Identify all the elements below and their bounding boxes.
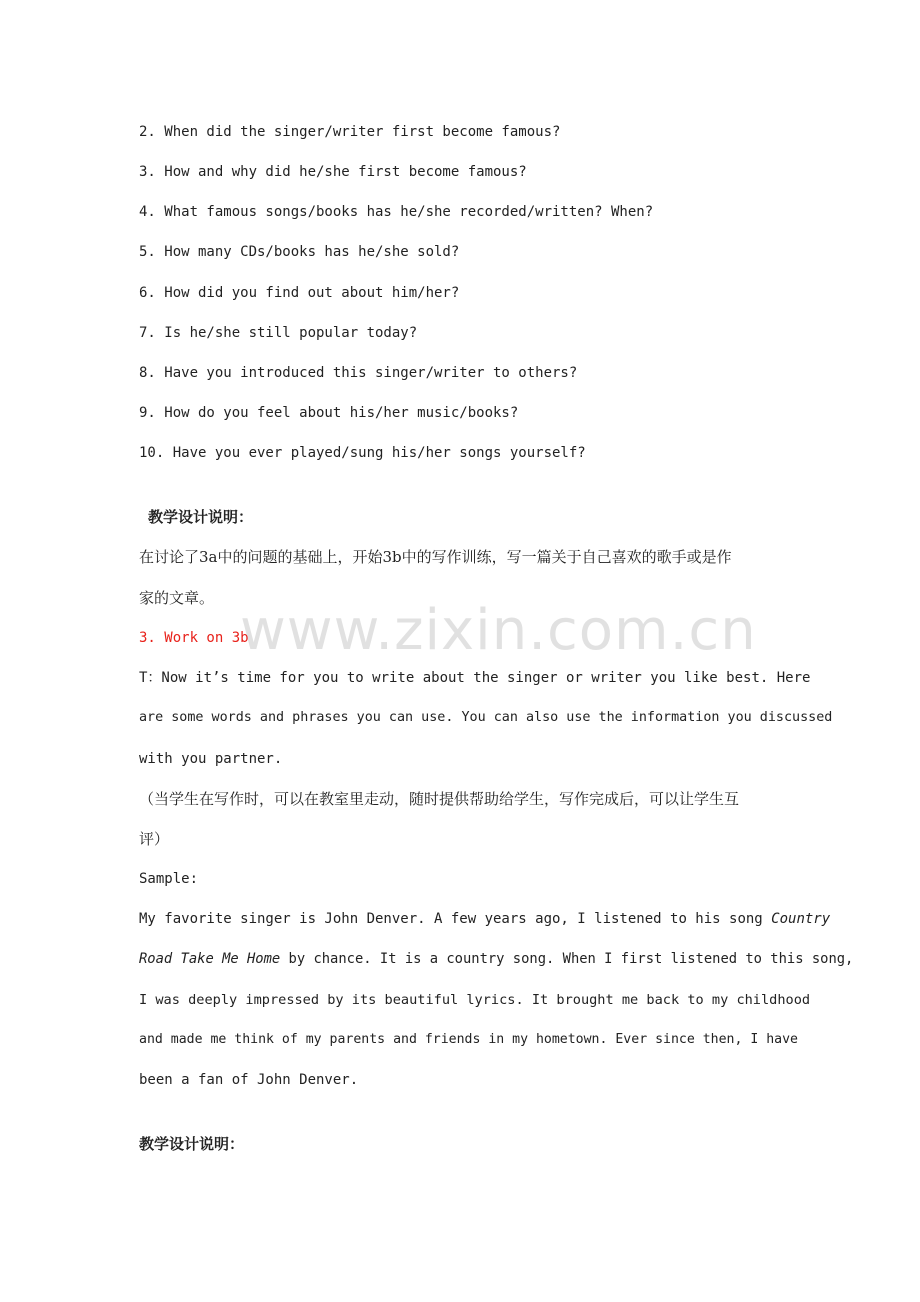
question-item: 8. Have you introduced this singer/writer to others? bbox=[139, 365, 578, 381]
sample-text: by chance. It is a country song. When I first listened to this song, bbox=[280, 951, 854, 967]
teacher-text: are some words and phrases you can use. You can also use the information you discussed bbox=[139, 710, 833, 725]
sample-line bbox=[139, 909, 830, 929]
teacher-text: T：Now it’s time for you to write about the singer or writer you like best. Here bbox=[139, 670, 811, 686]
question-item: 7. Is he/she still popular today? bbox=[139, 325, 418, 341]
watermark: www.zixin.com.cn bbox=[240, 598, 757, 663]
question-item: 6. How did you find out about him/her? bbox=[139, 285, 460, 301]
question-item: 10. Have you ever played/sung his/her songs yourself? bbox=[139, 445, 586, 461]
design-note-text: 在讨论了3a中的问题的基础上，开始3b中的写作训练，写一篇关于自己喜欢的歌手或是作 bbox=[139, 548, 732, 566]
sample-line: been a fan of John Denver. bbox=[139, 1072, 359, 1088]
question-item: 5. How many CDs/books has he/she sold? bbox=[139, 244, 460, 260]
question-item: 9. How do you feel about his/her music/books? bbox=[139, 405, 519, 421]
design-note-text: 家的文章。 bbox=[139, 589, 215, 607]
design-note-heading: 教学设计说明： bbox=[139, 1135, 245, 1153]
activity-note: 评） bbox=[139, 830, 170, 848]
teacher-text: with you partner. bbox=[139, 751, 283, 767]
question-item: 3. How and why did he/she first become famous? bbox=[139, 164, 527, 180]
question-item: 4. What famous songs/books has he/she recorded/written? When? bbox=[139, 204, 654, 220]
sample-line: and made me think of my parents and friends in my hometown. Ever since then, I have bbox=[139, 1032, 798, 1047]
sample-text: My favorite singer is John Denver. A few years ago, I listened to his song bbox=[139, 911, 772, 927]
design-note-heading: 教学设计说明： bbox=[148, 508, 254, 526]
question-item: 2. When did the singer/writer first become famous? bbox=[139, 124, 561, 140]
sample-line bbox=[139, 949, 853, 969]
song-title: Country bbox=[771, 911, 831, 927]
song-title: Road Take Me Home bbox=[139, 951, 281, 967]
sample-line: I was deeply impressed by its beautiful lyrics. It brought me back to my childhood bbox=[139, 992, 811, 1008]
activity-note: （当学生在写作时，可以在教室里走动，随时提供帮助给学生，写作完成后，可以让学生互 bbox=[139, 790, 740, 808]
sample-label: Sample: bbox=[139, 871, 199, 887]
section-heading: 3. Work on 3b bbox=[139, 630, 249, 646]
